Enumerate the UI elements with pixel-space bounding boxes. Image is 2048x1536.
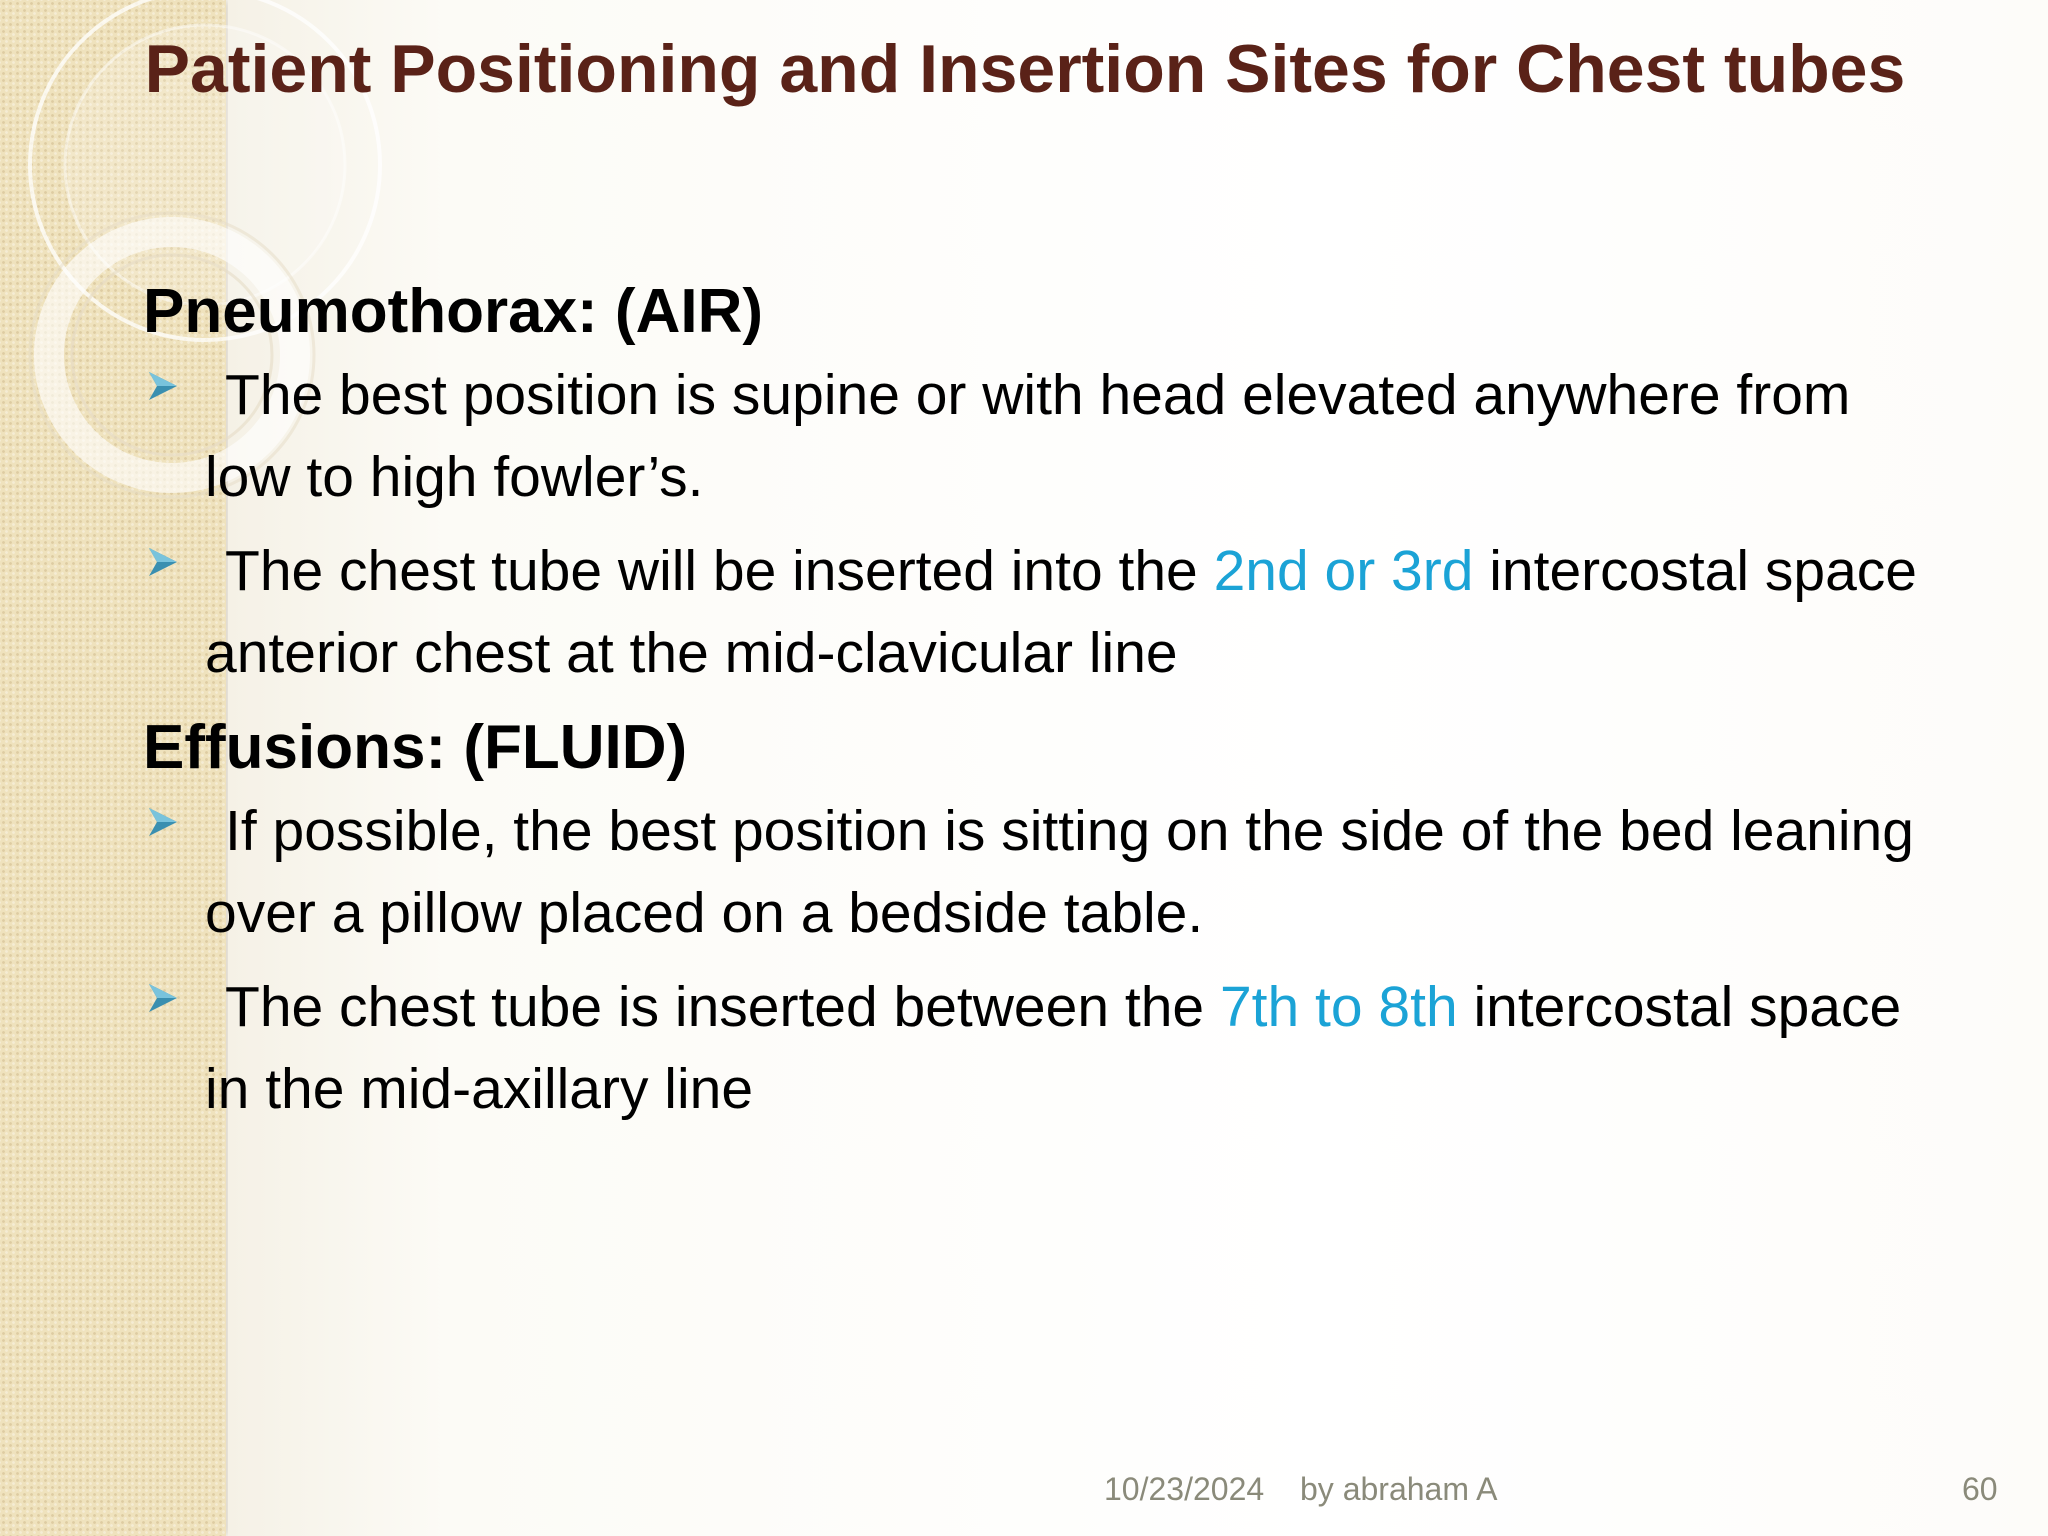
bullet-item [143, 790, 1933, 954]
arrow-bullet-icon [145, 544, 181, 580]
slide-title: Patient Positioning and Insertion Sites for Chest tubes [144, 31, 1906, 107]
bullet-text: The chest tube is inserted between the [225, 975, 1220, 1039]
slide-content [143, 270, 1933, 1142]
highlight-text: 2nd or 3rd [1213, 539, 1474, 603]
bullet-text: intercostal space in the mid-axillary line [205, 975, 1902, 1121]
bullet-text: The best position is supine or with head elevated anywhere from low to high fowler’s. [205, 363, 1851, 509]
section-heading-pneumothorax: Pneumothorax: (AIR) [143, 277, 763, 346]
bullet-item [143, 530, 1933, 694]
section-heading-effusions: Effusions: (FLUID) [143, 713, 688, 782]
arrow-bullet-icon [145, 804, 181, 840]
footer-date: 10/23/2024 [1104, 1471, 1265, 1507]
footer-author: by abraham A [1300, 1471, 1498, 1507]
page-number: 60 [1962, 1471, 1998, 1507]
bullet-item [143, 354, 1933, 518]
arrow-bullet-icon [145, 368, 181, 404]
arrow-bullet-icon [145, 980, 181, 1016]
highlight-text: 7th to 8th [1219, 975, 1458, 1039]
bullet-text: intercostal space anterior chest at the mid-clavicular line [205, 539, 1917, 685]
bullet-item [143, 966, 1933, 1130]
bullet-text: If possible, the best position is sitting on the side of the bed leaning over a pillow placed on a bedside table. [205, 799, 1914, 945]
bullet-text: The chest tube will be inserted into the [225, 539, 1214, 603]
